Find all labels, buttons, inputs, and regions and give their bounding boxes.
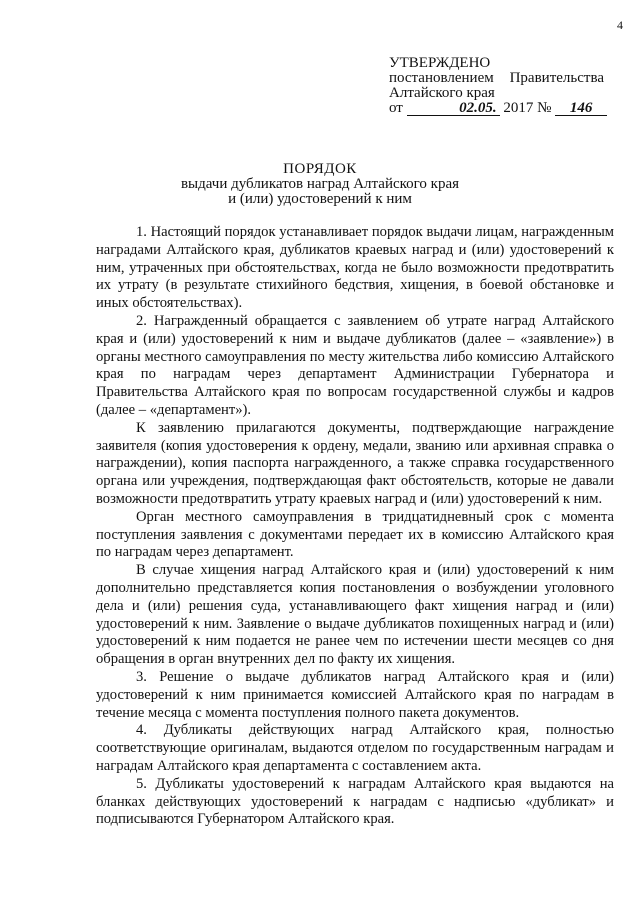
document-body	[96, 224, 614, 829]
approval-from: от	[389, 100, 403, 116]
paragraph: В случае хищения наград Алтайского края и (или) удостоверений к ним дополнительно представляется копия постановления о возбуждении уголовного дела и (или) решения суда, устанавливающего факт хищения наград и (или) удостоверений к ним. Заявление о выдаче дубликатов похищенных наград и (или) удостоверений к ним подается не ранее чем по истечении шести месяцев со дня обращения в орган внутренних дел по факту их хищения.	[96, 562, 614, 668]
paragraph: 5. Дубликаты удостоверений к наградам Алтайского края выдаются на бланках действующих удостоверений к наградам с надписью «дубликат» и подписываются Губернатором Алтайского края.	[96, 775, 614, 828]
approval-number: 146	[555, 101, 607, 116]
document-title	[0, 162, 640, 207]
paragraph: 4. Дубликаты действующих наград Алтайского края, полностью соответствующие оригиналам, выдаются отделом по государственным наградам и наградам Алтайского края департамента с составлением акта.	[96, 722, 614, 774]
approval-year: 2017	[503, 100, 534, 116]
approval-region: Алтайского края	[389, 85, 495, 101]
title-line-3: и (или) удостоверений к ним	[228, 191, 412, 207]
approval-stamp	[389, 56, 604, 116]
paragraph: 2. Награжденный обращается с заявлением об утрате наград Алтайского края и (или) удостоверений к ним и выдаче дубликатов (далее – «заявление») в органы местного самоуправления по месту жительства либо комиссию Алтайского края по наградам через департамент Администрации Губернатора и Правительства Алтайского края по вопросам государственной службы и кадров (далее – «департамент»).	[96, 312, 614, 418]
approval-date-line	[389, 101, 604, 116]
approval-by-word: постановлением	[389, 70, 494, 86]
approval-number-sign: №	[537, 100, 552, 116]
paragraph: Орган местного самоуправления в тридцатидневный срок с момента поступления заявления с документами передает их в комиссию Алтайского края по наградам через департамент.	[96, 508, 614, 561]
approval-government: Правительства	[509, 70, 604, 86]
paragraph: К заявлению прилагаются документы, подтверждающие награждение заявителя (копия удостоверения к ордену, медали, званию или архивная справка о награждении), копия паспорта награжденного, а также справка государственного органа или учреждения, подтверждающая факт обстоятельств, которые не давали возможности предотвратить утрату краевых наград и (или) удостоверений к ним.	[96, 419, 614, 507]
paragraph: 3. Решение о выдаче дубликатов наград Алтайского края и (или) удостоверений к ним принимается комиссией Алтайского края по наградам в течение месяца с момента поступления полного пакета документов.	[96, 668, 614, 721]
approval-line-resolution	[389, 71, 604, 86]
title-line-2: выдачи дубликатов наград Алтайского края	[180, 176, 460, 192]
title-line-1: ПОРЯДОК	[283, 161, 357, 177]
approval-date: 02.05.	[407, 101, 500, 116]
paragraph: 1. Настоящий порядок устанавливает порядок выдачи лицам, награжденным наградами Алтайского края, дубликатов краевых наград и (или) удостоверений к ним, утраченных при обстоятельствах, когда не было возможности предотвратить их утрату (в результате стихийного бедствия, хищения, в боевой обстановке и иных обстоятельствах).	[96, 224, 614, 312]
approval-heading: УТВЕРЖДЕНО	[389, 55, 491, 71]
page-number: 4	[617, 18, 623, 32]
